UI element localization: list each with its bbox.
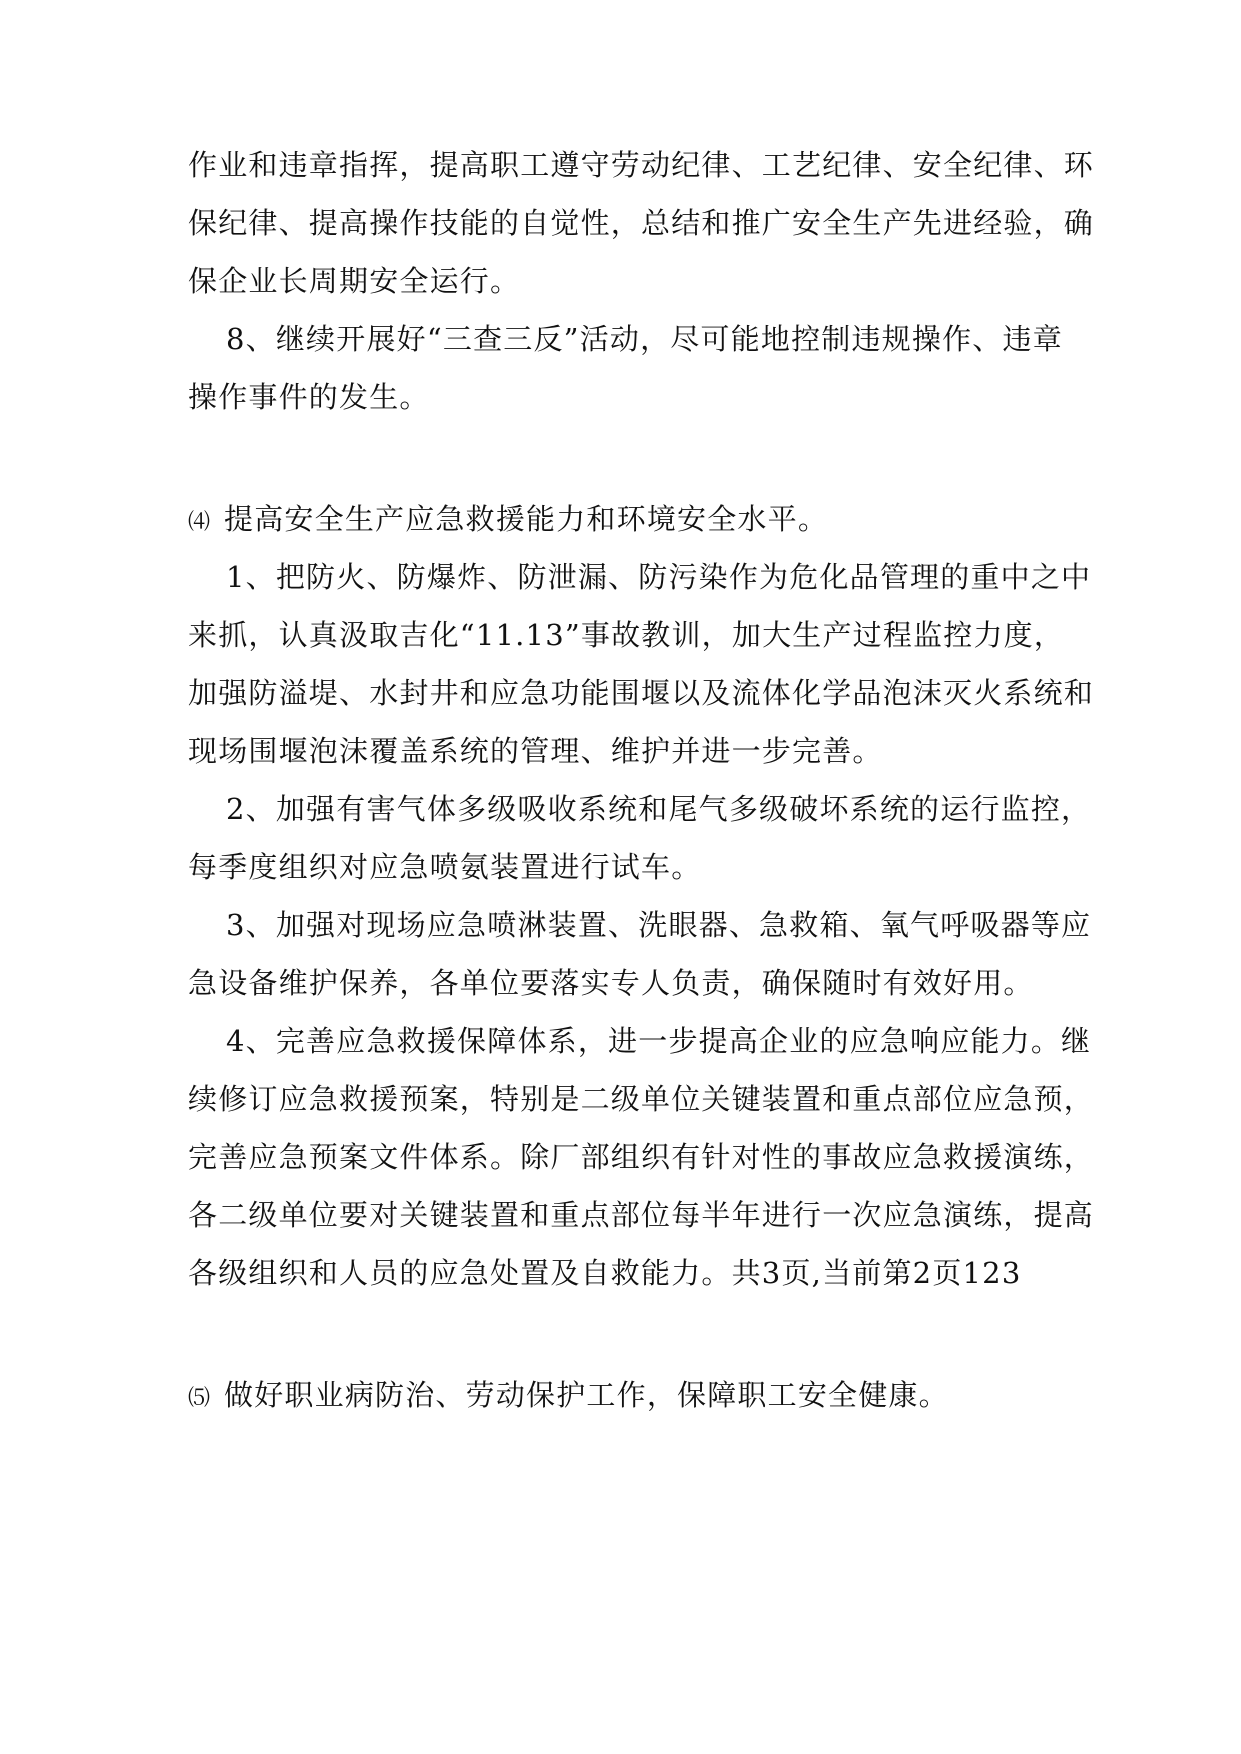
text-line: 保纪律、提高操作技能的自觉性，总结和推广安全生产先进经验，确	[188, 206, 1095, 240]
text-line: 各级组织和人员的应急处置及自救能力。共3页,当前第2页123	[188, 1256, 1022, 1290]
section-title: 提高安全生产应急救援能力和环境安全水平。	[224, 502, 829, 536]
section-heading-4	[188, 499, 828, 543]
text-line: 4、完善应急救援保障体系，进一步提高企业的应急响应能力。继	[226, 1024, 1092, 1058]
section-heading-5	[188, 1375, 949, 1419]
text-line: 保企业长周期安全运行。	[188, 264, 521, 298]
text-line: 8、继续开展好“三查三反”活动，尽可能地控制违规操作、违章	[226, 322, 1063, 356]
text-line: 来抓，认真汲取吉化“11.13”事故教训，加大生产过程监控力度，	[188, 618, 1065, 652]
text-line: 现场围堰泡沫覆盖系统的管理、维护并进一步完善。	[188, 734, 883, 768]
section-title: 做好职业病防治、劳动保护工作，保障职工安全健康。	[224, 1378, 949, 1412]
text-line: 2、加强有害气体多级吸收系统和尾气多级破坏系统的运行监控，	[226, 792, 1092, 826]
text-line: 每季度组织对应急喷氨装置进行试车。	[188, 850, 702, 884]
text-line: 作业和违章指挥，提高职工遵守劳动纪律、工艺纪律、安全纪律、环	[188, 148, 1095, 182]
text-line: 急设备维护保养，各单位要落实专人负责，确保随时有效好用。	[188, 966, 1034, 1000]
text-line: 操作事件的发生。	[188, 380, 430, 414]
section-number: ⑷	[188, 510, 211, 535]
text-line: 续修订应急救援预案，特别是二级单位关键装置和重点部位应急预，	[188, 1082, 1095, 1116]
text-line: 加强防溢堤、水封井和应急功能围堰以及流体化学品泡沫灭火系统和	[188, 676, 1095, 710]
section-number: ⑸	[188, 1386, 211, 1411]
text-line: 完善应急预案文件体系。除厂部组织有针对性的事故应急救援演练，	[188, 1140, 1095, 1174]
text-line: 各二级单位要对关键装置和重点部位每半年进行一次应急演练，提高	[188, 1198, 1095, 1232]
text-line: 3、加强对现场应急喷淋装置、洗眼器、急救箱、氧气呼吸器等应	[226, 908, 1092, 942]
text-line: 1、把防火、防爆炸、防泄漏、防污染作为危化品管理的重中之中	[226, 560, 1092, 594]
